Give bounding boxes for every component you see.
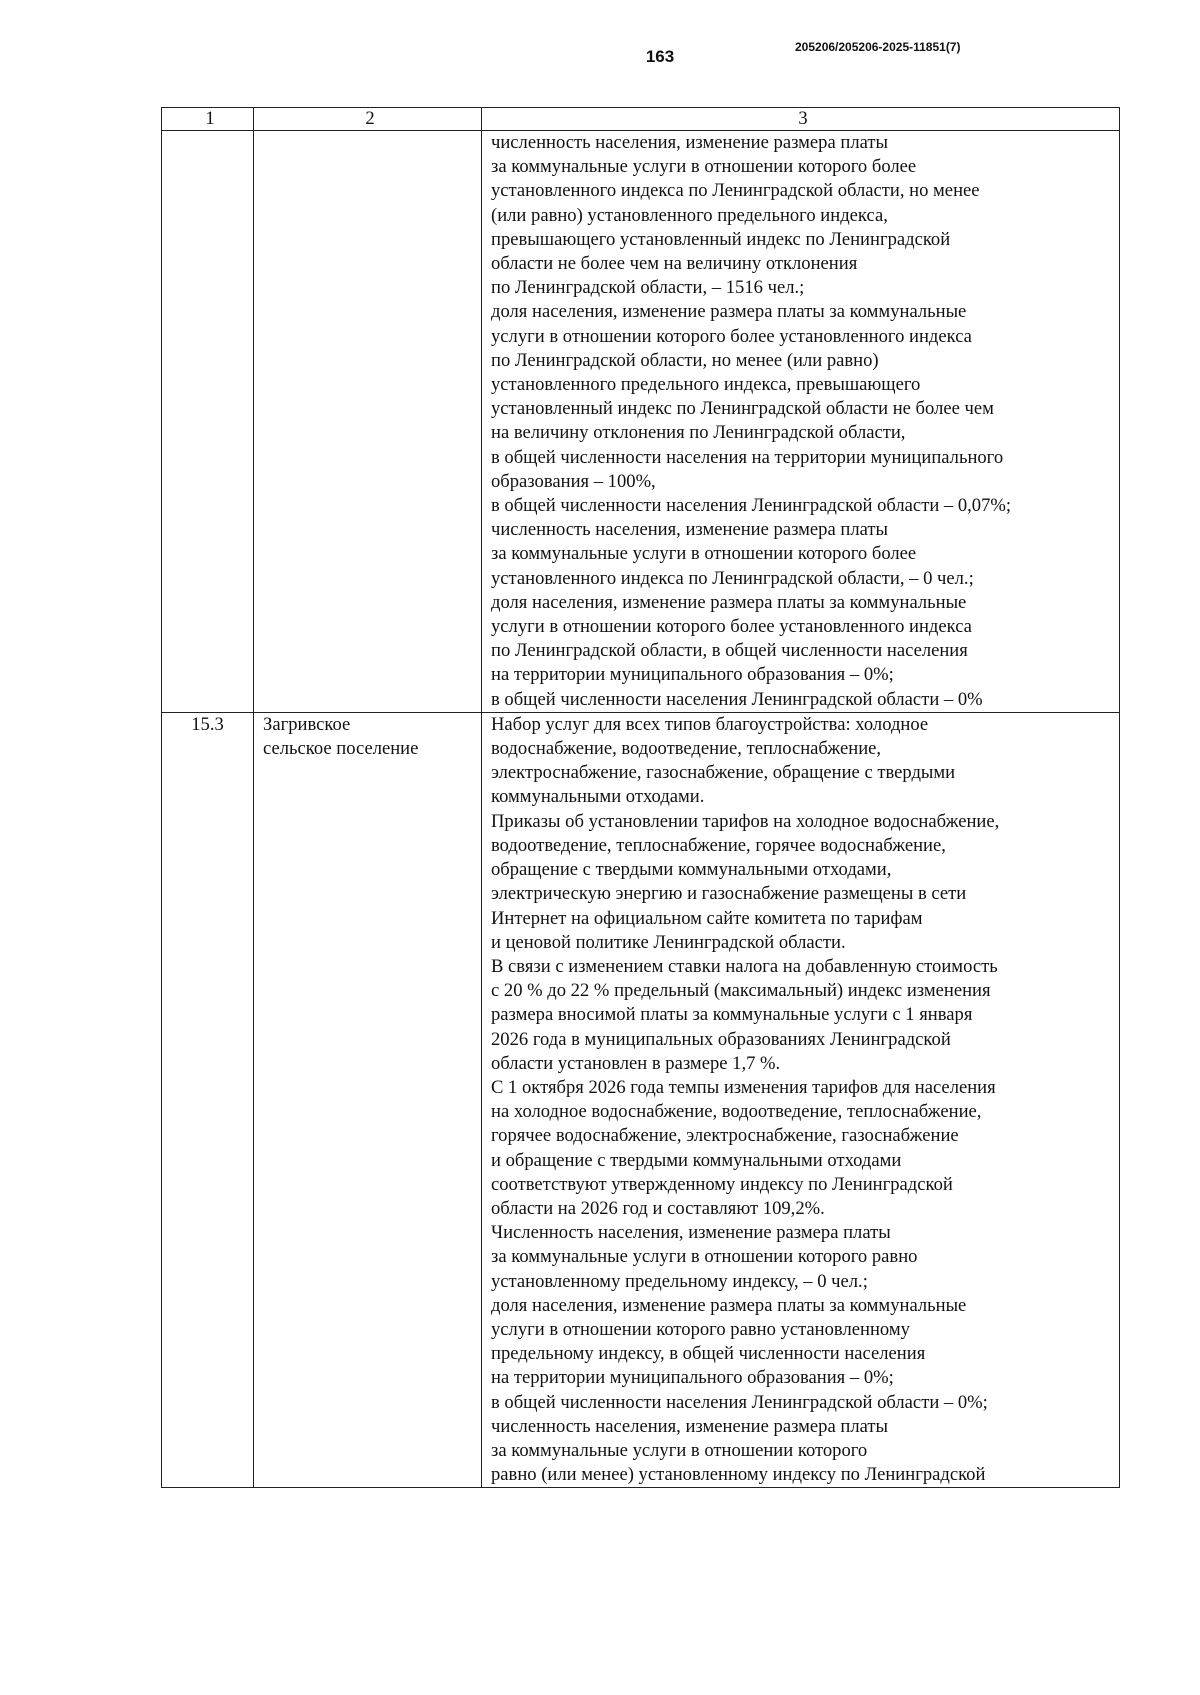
text-line: за коммунальные услуги в отношении которого xyxy=(491,1439,868,1461)
text-line: и ценовой политике Ленинградской области. xyxy=(491,931,846,953)
text-line: 2026 года в муниципальных образованиях Ленинградской xyxy=(491,1028,951,1050)
text-line: за коммунальные услуги в отношении которого более xyxy=(491,156,917,178)
text-line: за коммунальные услуги в отношении которого более xyxy=(491,543,917,565)
text-line: услуги в отношении которого более установленного индекса xyxy=(491,325,972,347)
text-line: с 20 % до 22 % предельный (максимальный) индекс изменения xyxy=(491,980,991,1002)
text-line: области установлен в размере 1,7 %. xyxy=(491,1052,781,1074)
text-line: горячее водоснабжение, электроснабжение, газоснабжение xyxy=(491,1125,959,1147)
row-text-cell xyxy=(482,712,1120,1488)
text-line: предельному индексу, в общей численности населения xyxy=(491,1343,926,1365)
data-table xyxy=(161,107,1120,1488)
text-line: коммунальными отходами. xyxy=(491,786,705,808)
header-col-2: 2 xyxy=(254,108,482,131)
text-line: на величину отклонения по Ленинградской области, xyxy=(491,422,906,444)
table-header-row xyxy=(162,108,1120,131)
continuation-name-cell xyxy=(254,131,482,713)
text-line: С 1 октября 2026 года темпы изменения тарифов для населения xyxy=(491,1076,996,1098)
text-line: численность населения, изменение размера платы xyxy=(491,519,888,541)
continuation-text-cell xyxy=(482,131,1120,713)
text-line: за коммунальные услуги в отношении которого равно xyxy=(491,1246,918,1268)
text-line: Набор услуг для всех типов благоустройства: холодное xyxy=(491,713,929,735)
text-line: В связи с изменением ставки налога на добавленную стоимость xyxy=(491,955,998,977)
text-line: Приказы об установлении тарифов на холодное водоснабжение, xyxy=(491,810,1000,832)
text-line: (или равно) установленного предельного индекса, xyxy=(491,204,888,226)
text-line: превышающего установленный индекс по Ленинградской xyxy=(491,228,951,250)
text-line: на холодное водоснабжение, водоотведение, теплоснабжение, xyxy=(491,1101,982,1123)
table-row-15-3 xyxy=(162,712,1120,1488)
text-line: области не более чем на величину отклонения xyxy=(491,253,858,275)
text-line: Интернет на официальном сайте комитета по тарифам xyxy=(491,907,923,929)
text-line: сельское поселение xyxy=(263,738,419,760)
text-line: доля населения, изменение размера платы за коммунальные xyxy=(491,1294,967,1316)
row-number-cell: 15.3 xyxy=(162,712,254,1488)
text-line: установленный индекс по Ленинградской области не более чем xyxy=(491,398,994,420)
continuation-number-cell xyxy=(162,131,254,713)
text-line: в общей численности населения на территории муниципального xyxy=(491,446,1004,468)
text-line: электроснабжение, газоснабжение, обращение с твердыми xyxy=(491,762,956,784)
text-line: установленного предельного индекса, превышающего xyxy=(491,374,921,396)
text-line: по Ленинградской области, – 1516 чел.; xyxy=(491,277,805,299)
text-line: образования – 100%, xyxy=(491,470,656,492)
text-line: равно (или менее) установленному индексу по Ленинградской xyxy=(491,1464,986,1486)
text-line: установленному предельному индексу, – 0 чел.; xyxy=(491,1270,868,1292)
header-col-3: 3 xyxy=(482,108,1120,131)
text-line: водоснабжение, водоотведение, теплоснабжение, xyxy=(491,738,882,760)
text-line: в общей численности населения Ленинградской области – 0% xyxy=(491,688,983,710)
text-line: области на 2026 год и составляют 109,2%. xyxy=(491,1197,825,1219)
text-line: размера вносимой платы за коммунальные услуги с 1 января xyxy=(491,1004,973,1026)
text-line: водоотведение, теплоснабжение, горячее водоснабжение, xyxy=(491,834,946,856)
text-line: численность населения, изменение размера платы xyxy=(491,1415,888,1437)
text-line: Численность населения, изменение размера платы xyxy=(491,1222,891,1244)
header-col-1: 1 xyxy=(162,108,254,131)
text-line: электрическую энергию и газоснабжение размещены в сети xyxy=(491,883,967,905)
text-line: по Ленинградской области, но менее (или равно) xyxy=(491,349,879,371)
text-line: и обращение с твердыми коммунальными отходами xyxy=(491,1149,902,1171)
text-line: соответствуют утвержденному индексу по Ленинградской xyxy=(491,1173,953,1195)
text-line: в общей численности населения Ленинградской области – 0,07%; xyxy=(491,495,1012,517)
page-number: 163 xyxy=(645,47,675,66)
text-line: на территории муниципального образования – 0%; xyxy=(491,1367,894,1389)
text-line: доля населения, изменение размера платы за коммунальные xyxy=(491,301,967,323)
text-line: установленного индекса по Ленинградской области, – 0 чел.; xyxy=(491,567,974,589)
text-line: услуги в отношении которого равно установленному xyxy=(491,1318,910,1340)
table-row-continuation xyxy=(162,131,1120,713)
text-line: доля населения, изменение размера платы за коммунальные xyxy=(491,591,967,613)
text-line: Загривское xyxy=(263,713,351,735)
text-line: обращение с твердыми коммунальными отходами, xyxy=(491,859,892,881)
text-line: установленного индекса по Ленинградской области, но менее xyxy=(491,180,980,202)
settlement-name-cell xyxy=(254,712,482,1488)
text-line: численность населения, изменение размера платы xyxy=(491,132,888,153)
document-id: 205206/205206-2025-11851(7) xyxy=(795,40,961,54)
text-line: на территории муниципального образования – 0%; xyxy=(491,664,894,686)
text-line: в общей численности населения Ленинградской области – 0%; xyxy=(491,1391,988,1413)
text-line: услуги в отношении которого более установленного индекса xyxy=(491,616,972,638)
text-line: по Ленинградской области, в общей численности населения xyxy=(491,640,968,662)
